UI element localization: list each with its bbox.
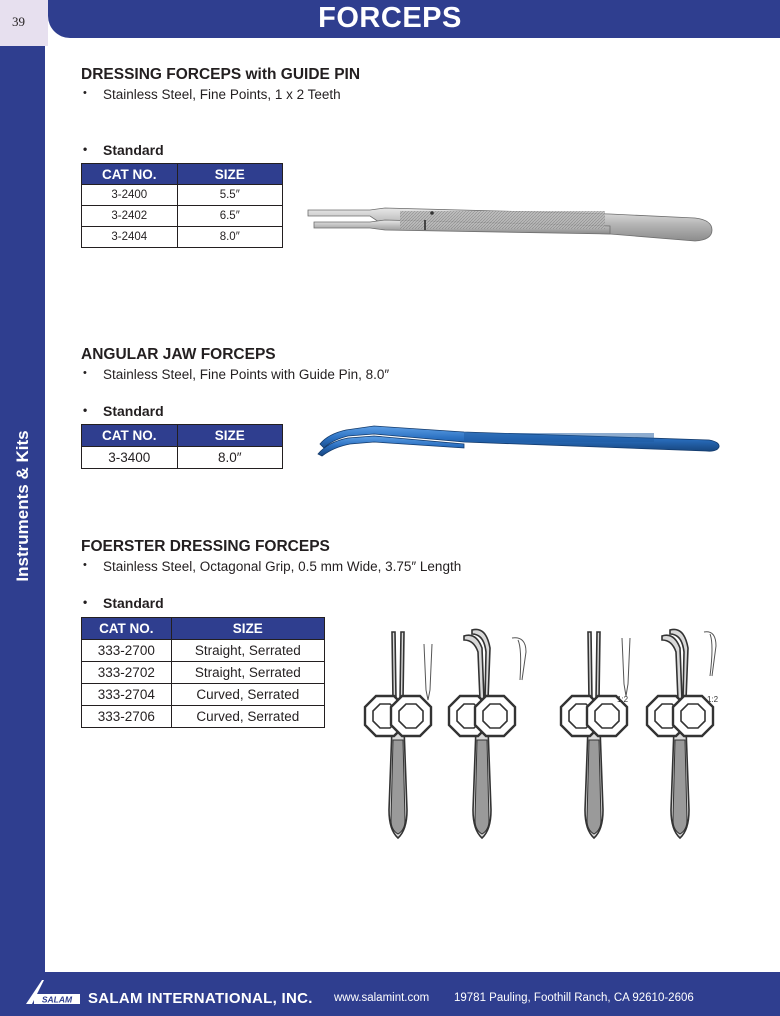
section-foerster-dressing-forceps xyxy=(81,538,461,574)
section-description: • Stainless Steel, Fine Points, 1 x 2 Teeth xyxy=(81,87,360,102)
scale-label-2: 1:2 xyxy=(707,695,719,704)
side-category-label: Instruments & Kits xyxy=(13,430,32,582)
section-description: • Stainless Steel, Octagonal Grip, 0.5 mm Wide, 3.75″ Length xyxy=(81,559,461,574)
size-cell: Curved, Serrated xyxy=(171,706,324,728)
company-address: 19781 Pauling, Foothill Ranch, CA 92610-2606 xyxy=(454,992,694,1004)
cat-no-cell: 3-2404 xyxy=(82,227,178,248)
cat-no-cell: 3-3400 xyxy=(82,447,178,469)
table-row xyxy=(82,684,325,706)
cat-no-cell: 333-2700 xyxy=(82,640,172,662)
table-row xyxy=(82,706,325,728)
header-cat-no: CAT NO. xyxy=(82,618,172,640)
table-header-row xyxy=(82,164,283,185)
size-cell: Straight, Serrated xyxy=(171,662,324,684)
catalog-table xyxy=(81,617,325,728)
table-row xyxy=(82,227,283,248)
standard-label: • Standard xyxy=(81,142,164,158)
page-number: 39 xyxy=(12,14,25,29)
company-name: SALAM INTERNATIONAL, INC. xyxy=(88,990,313,1007)
dressing-forceps-image xyxy=(300,200,720,250)
scale-label-1: 1:2 xyxy=(617,695,629,704)
section-angular-jaw-forceps xyxy=(81,346,389,382)
size-cell: 5.5″ xyxy=(177,185,282,206)
table-row xyxy=(82,185,283,206)
cat-no-cell: 3-2402 xyxy=(82,206,178,227)
salam-logo xyxy=(14,978,84,1008)
header-size: SIZE xyxy=(177,425,282,447)
size-cell: Straight, Serrated xyxy=(171,640,324,662)
page-title: FORCEPS xyxy=(318,2,462,34)
catalog-table xyxy=(81,424,283,469)
forceps-straight-2 xyxy=(561,632,630,838)
website-link[interactable]: www.salamint.com xyxy=(334,992,430,1004)
table-row xyxy=(82,662,325,684)
header-cat-no: CAT NO. xyxy=(82,164,178,185)
cat-no-cell: 333-2706 xyxy=(82,706,172,728)
forceps-curved-1 xyxy=(449,629,526,838)
size-cell: Curved, Serrated xyxy=(171,684,324,706)
size-cell: 8.0″ xyxy=(177,227,282,248)
table-header-row xyxy=(82,425,283,447)
header-size: SIZE xyxy=(177,164,282,185)
section-description: • Stainless Steel, Fine Points with Guide Pin, 8.0″ xyxy=(81,367,389,382)
section-title: FOERSTER DRESSING FORCEPS xyxy=(81,538,330,555)
forceps-straight-1 xyxy=(365,632,432,838)
catalog-table xyxy=(81,163,283,248)
cat-no-cell: 333-2702 xyxy=(82,662,172,684)
cat-no-cell: 3-2400 xyxy=(82,185,178,206)
section-title: DRESSING FORCEPS with GUIDE PIN xyxy=(81,66,361,83)
cat-no-cell: 333-2704 xyxy=(82,684,172,706)
size-cell: 8.0″ xyxy=(177,447,282,469)
header-size: SIZE xyxy=(171,618,324,640)
table-row xyxy=(82,206,283,227)
standard-label: • Standard xyxy=(81,595,164,611)
table-header-row xyxy=(82,618,325,640)
size-cell: 6.5″ xyxy=(177,206,282,227)
table-row xyxy=(82,447,283,469)
standard-label: • Standard xyxy=(81,403,164,419)
section-title: ANGULAR JAW FORCEPS xyxy=(81,346,276,363)
table-row xyxy=(82,640,325,662)
foerster-forceps-illustration xyxy=(350,628,730,843)
logo-text: SALAM xyxy=(41,994,73,1005)
section-dressing-forceps xyxy=(81,66,360,102)
angular-jaw-forceps-image xyxy=(314,414,724,458)
header-cat-no: CAT NO. xyxy=(82,425,178,447)
forceps-curved-2 xyxy=(647,629,716,838)
